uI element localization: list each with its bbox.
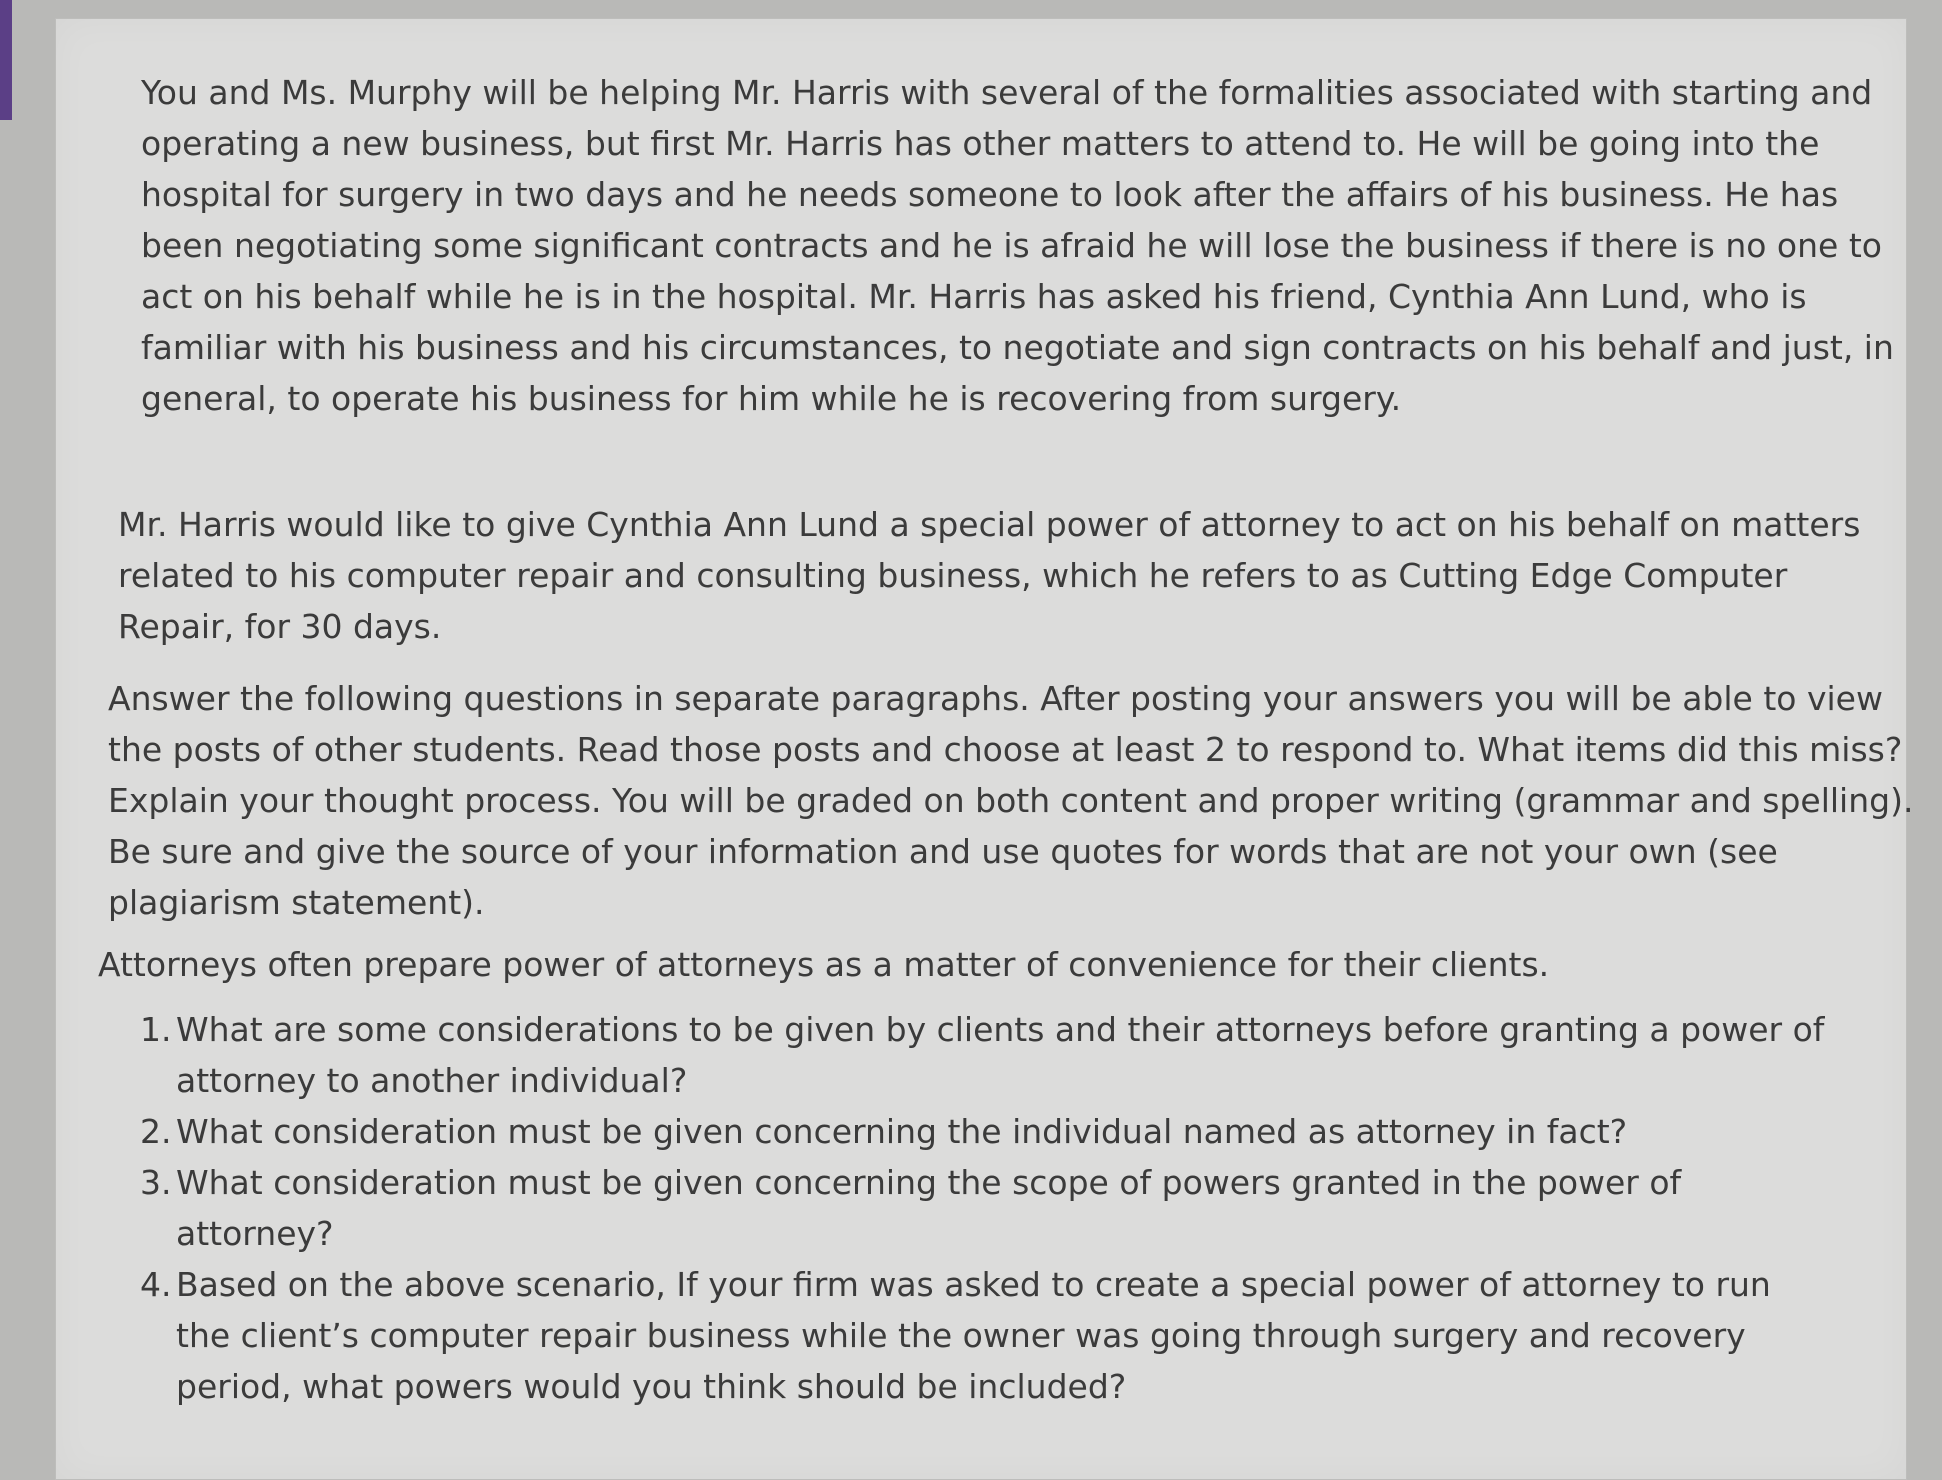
question-item xyxy=(140,1157,1830,1259)
question-number: 2. xyxy=(140,1112,172,1151)
power-of-attorney-paragraph: Mr. Harris would like to give Cynthia Ann Lund a special power of attorney to act on his behalf on matters related to his computer repair and consulting business, which he refers to as Cutting Edge Computer Repair, for 30 days. xyxy=(118,505,1861,646)
question-text: Based on the above scenario, If your firm was asked to create a special power of attorney to run the client’s computer repair business while the owner was going through surgery and recovery period, what powers would you think should be included? xyxy=(176,1265,1771,1406)
question-item xyxy=(140,1106,1830,1157)
question-text: What are some considerations to be given by clients and their attorneys before granting a power of attorney to another individual? xyxy=(176,1010,1825,1100)
accent-strip xyxy=(0,0,12,120)
question-text: What consideration must be given concerning the individual named as attorney in fact? xyxy=(176,1112,1628,1151)
question-number: 3. xyxy=(140,1163,172,1202)
intro-paragraph: You and Ms. Murphy will be helping Mr. Harris with several of the formalities associated with starting and operating a new business, but first Mr. Harris has other matters to attend to. He will be going into the hospital for surgery in two days and he needs someone to look after the affairs of his business. He has been negotiating some significant contracts and he is afraid he will lose the business if there is no one to act on his behalf while he is in the hospital. Mr. Harris has asked his friend, Cynthia Ann Lund, who is familiar with his business and his circumstances, to negotiate and sign contracts on his behalf and just, in general, to operate his business for him while he is recovering from surgery. xyxy=(141,73,1894,418)
question-number: 4. xyxy=(140,1265,172,1304)
lead-in-paragraph: Attorneys often prepare power of attorneys as a matter of convenience for their clients. xyxy=(98,945,1550,984)
assignment-content xyxy=(56,19,1914,1479)
questions-list xyxy=(140,1004,1830,1412)
question-item xyxy=(140,1004,1830,1106)
assignment-card xyxy=(55,18,1914,1480)
question-number: 1. xyxy=(140,1010,172,1049)
question-text: What consideration must be given concerning the scope of powers granted in the power of attorney? xyxy=(176,1163,1682,1253)
instructions-paragraph: Answer the following questions in separate paragraphs. After posting your answers you will be able to view the posts of other students. Read those posts and choose at least 2 to respond to. What items did this miss? Explain your thought process. You will be graded on both content and proper writing (grammar and spelling). Be sure and give the source of your information and use quotes for words that are not your own (see plagiarism statement). xyxy=(108,679,1914,922)
question-item xyxy=(140,1259,1830,1412)
